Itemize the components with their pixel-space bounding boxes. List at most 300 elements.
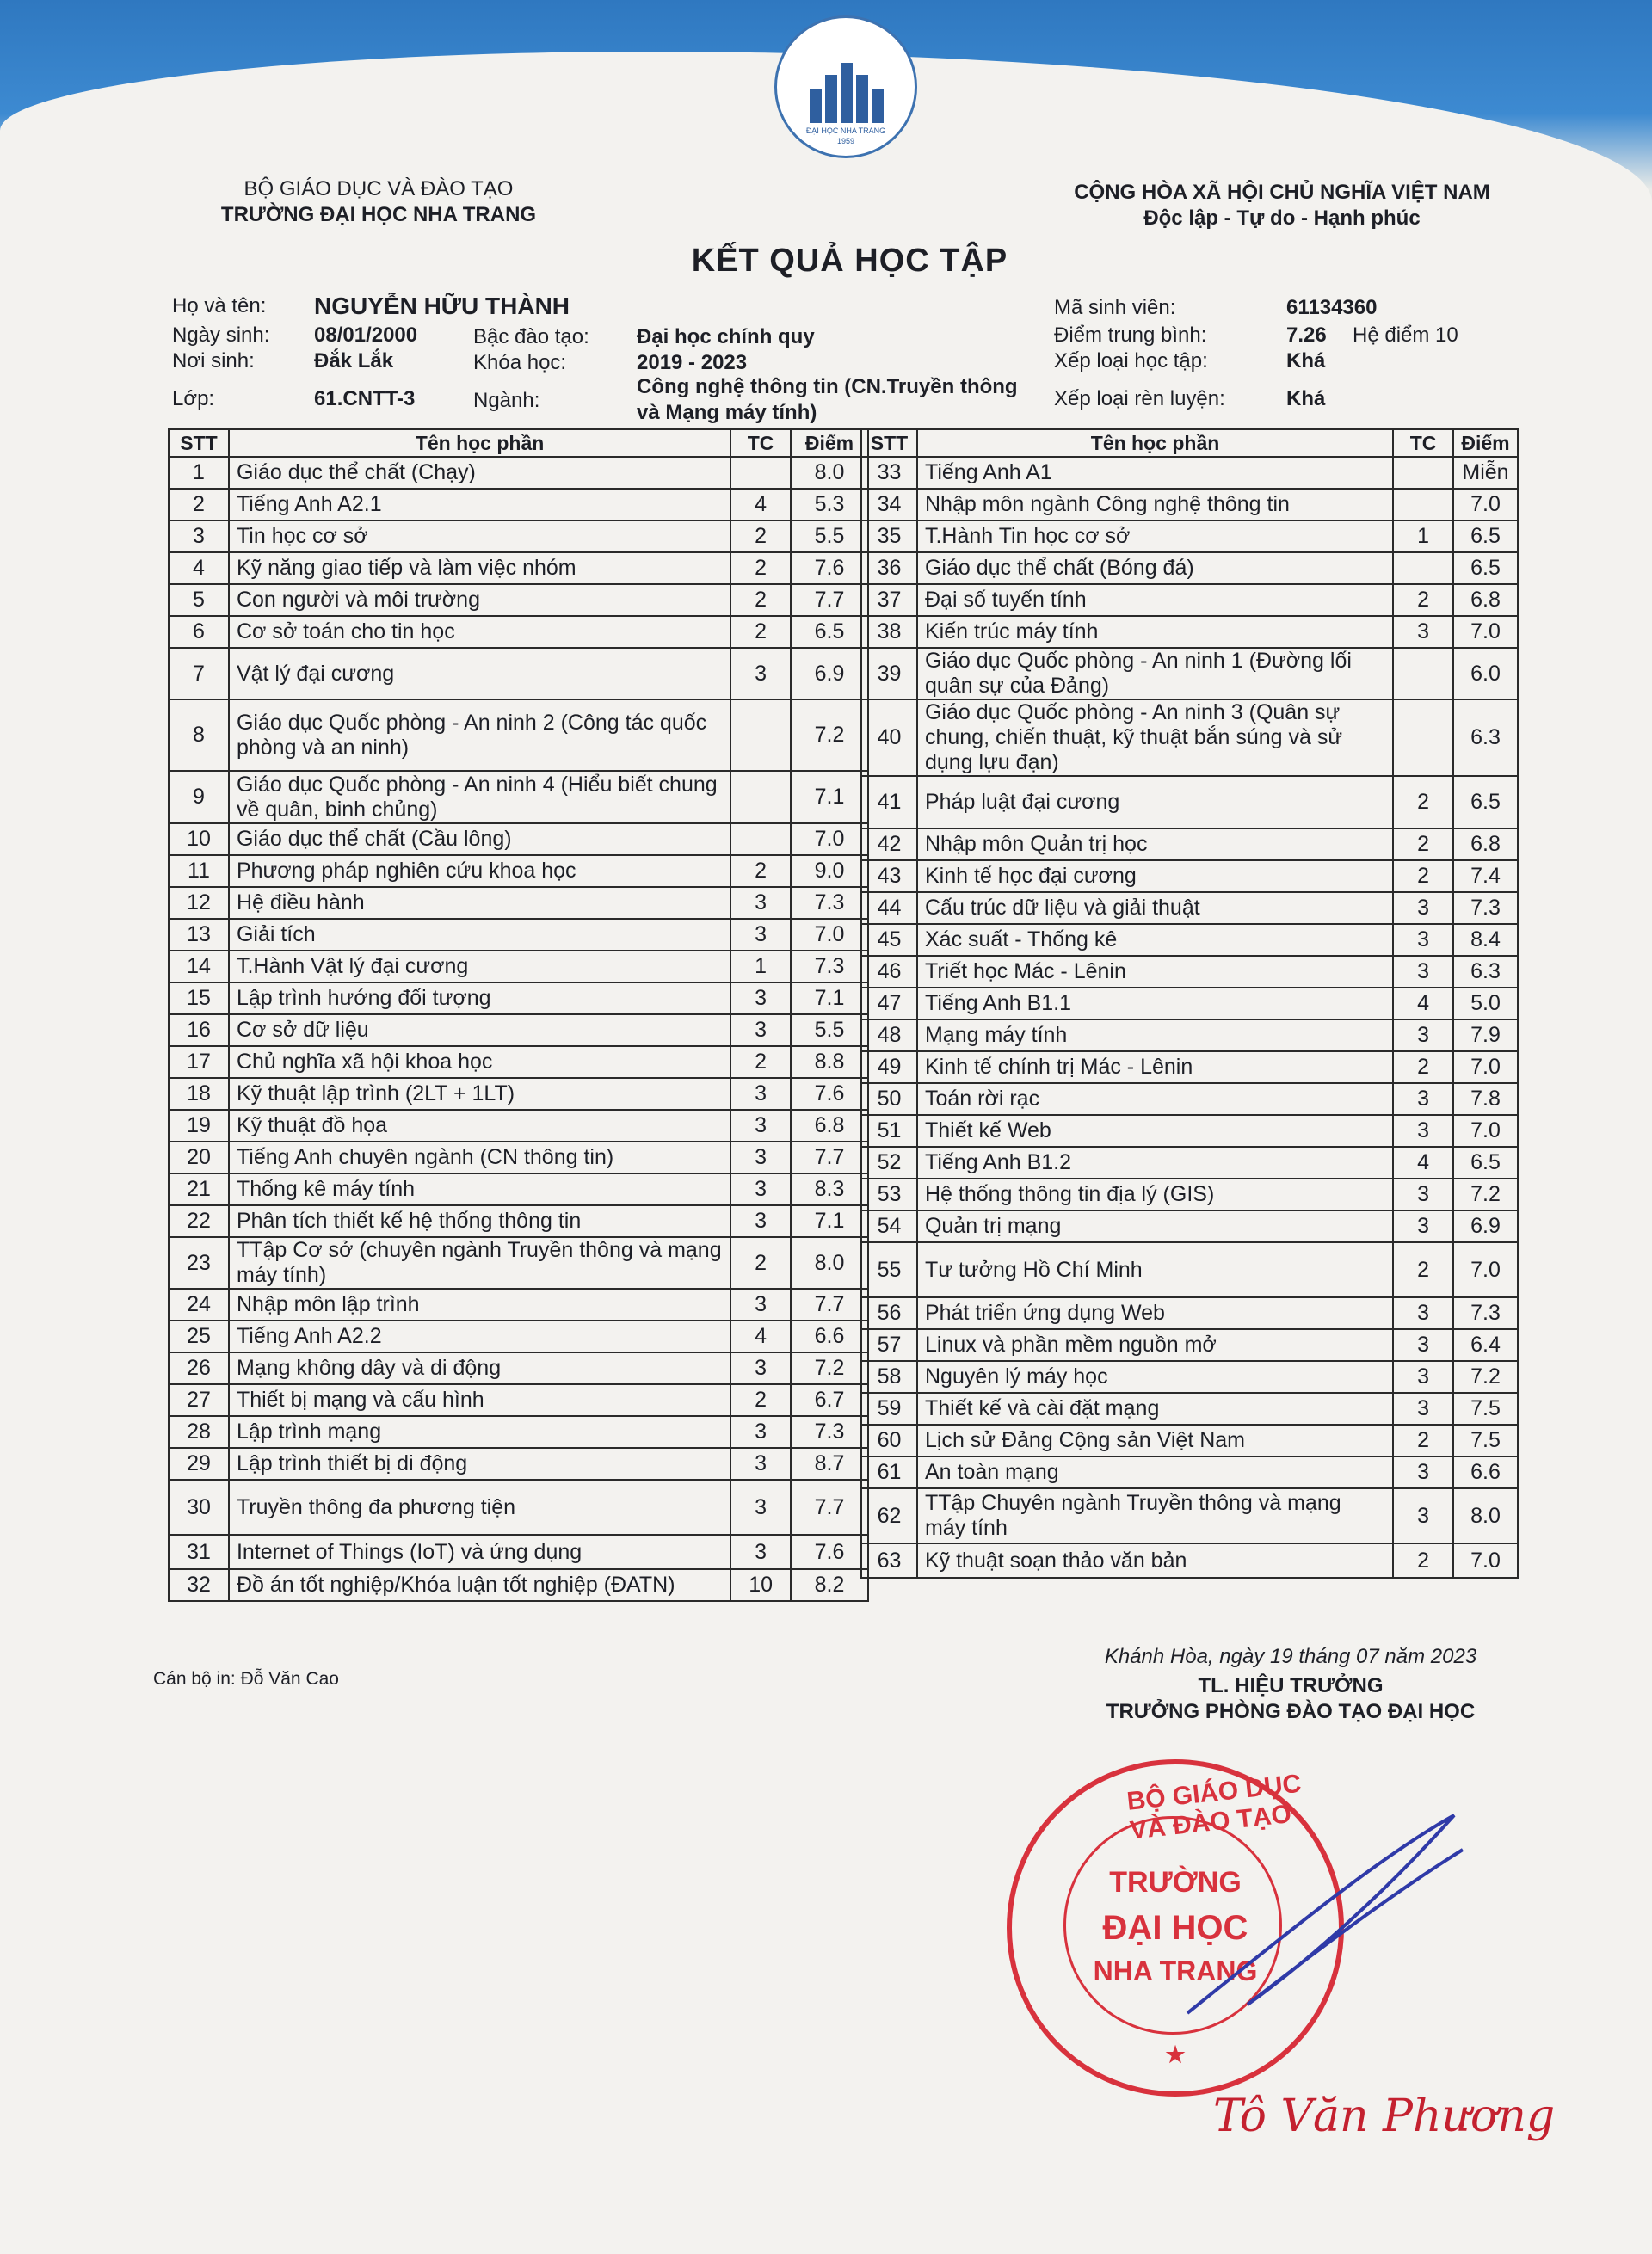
table-row bbox=[169, 699, 868, 771]
seal-line-2: ĐẠI HỌC bbox=[1102, 1909, 1248, 1947]
column-header-course: Tên học phần bbox=[229, 429, 730, 457]
score: 7.7 bbox=[791, 1480, 868, 1535]
course-name: Quản trị mạng bbox=[917, 1210, 1393, 1242]
course-name: Nhập môn ngành Công nghệ thông tin bbox=[917, 489, 1393, 520]
course-name: Kinh tế chính trị Mác - Lênin bbox=[917, 1051, 1393, 1083]
logo-building bbox=[810, 89, 822, 123]
level-label: Bậc đào tạo: bbox=[473, 325, 589, 348]
grade-scale: Hệ điểm 10 bbox=[1353, 323, 1458, 347]
table-row bbox=[169, 1142, 868, 1173]
score: 7.3 bbox=[1453, 892, 1518, 924]
score: 9.0 bbox=[791, 855, 868, 887]
credits: 3 bbox=[1393, 1179, 1453, 1210]
credits: 2 bbox=[730, 1384, 791, 1416]
row-number: 6 bbox=[169, 616, 229, 648]
signatory-name: Tô Văn Phương bbox=[1213, 2091, 1556, 2142]
course-name: Kỹ thuật soạn thảo văn bản bbox=[917, 1543, 1393, 1578]
row-number: 2 bbox=[169, 489, 229, 520]
row-number: 48 bbox=[861, 1019, 917, 1051]
row-number: 4 bbox=[169, 552, 229, 584]
course-name: Tiếng Anh B1.2 bbox=[917, 1147, 1393, 1179]
pob-label: Nơi sinh: bbox=[172, 349, 255, 373]
course-name: Đồ án tốt nghiệp/Khóa luận tốt nghiệp (ĐATN) bbox=[229, 1569, 730, 1601]
credits: 3 bbox=[730, 1110, 791, 1142]
table-row bbox=[169, 771, 868, 823]
row-number: 43 bbox=[861, 860, 917, 892]
row-number: 34 bbox=[861, 489, 917, 520]
table-row bbox=[861, 828, 1518, 860]
row-number: 54 bbox=[861, 1210, 917, 1242]
conduct-rank-value: Khá bbox=[1286, 387, 1326, 410]
gpa-label: Điểm trung bình: bbox=[1054, 323, 1207, 347]
course-name: TTập Cơ sở (chuyên ngành Truyền thông và mạng máy tính) bbox=[229, 1237, 730, 1289]
table-row bbox=[169, 489, 868, 520]
table-row bbox=[861, 584, 1518, 616]
table-row bbox=[169, 1289, 868, 1321]
credits: 2 bbox=[1393, 776, 1453, 828]
course-name: Lập trình mạng bbox=[229, 1416, 730, 1448]
column-header-course: Tên học phần bbox=[917, 429, 1393, 457]
course-name: T.Hành Tin học cơ sở bbox=[917, 520, 1393, 552]
credits: 3 bbox=[730, 982, 791, 1014]
row-number: 40 bbox=[861, 699, 917, 776]
credits bbox=[1393, 699, 1453, 776]
table-row bbox=[861, 1115, 1518, 1147]
score: 6.5 bbox=[1453, 552, 1518, 584]
table-row bbox=[861, 1210, 1518, 1242]
row-number: 14 bbox=[169, 951, 229, 982]
row-number: 18 bbox=[169, 1078, 229, 1110]
score: 7.0 bbox=[1453, 1051, 1518, 1083]
table-row bbox=[861, 988, 1518, 1019]
course-name: Hệ điều hành bbox=[229, 887, 730, 919]
credits: 2 bbox=[1393, 1543, 1453, 1578]
conduct-rank-label: Xếp loại rèn luyện: bbox=[1054, 387, 1225, 410]
score: 6.8 bbox=[1453, 828, 1518, 860]
place-date: Khánh Hòa, ngày 19 tháng 07 năm 2023 bbox=[1104, 1645, 1477, 1668]
score: 6.9 bbox=[1453, 1210, 1518, 1242]
credits: 4 bbox=[1393, 1147, 1453, 1179]
row-number: 1 bbox=[169, 457, 229, 489]
table-row bbox=[861, 1147, 1518, 1179]
credits: 3 bbox=[1393, 1083, 1453, 1115]
course-name: Kỹ thuật đồ họa bbox=[229, 1110, 730, 1142]
score: 7.6 bbox=[791, 552, 868, 584]
table-row bbox=[169, 584, 868, 616]
student-id-label: Mã sinh viên: bbox=[1054, 296, 1176, 319]
score: 6.5 bbox=[1453, 520, 1518, 552]
row-number: 33 bbox=[861, 457, 917, 489]
score: 6.7 bbox=[791, 1384, 868, 1416]
credits: 3 bbox=[1393, 1115, 1453, 1147]
table-row bbox=[861, 1179, 1518, 1210]
table-row bbox=[169, 457, 868, 489]
table-row bbox=[861, 1051, 1518, 1083]
credits: 3 bbox=[1393, 1361, 1453, 1393]
course-name: Linux và phần mềm nguồn mở bbox=[917, 1329, 1393, 1361]
score: 8.3 bbox=[791, 1173, 868, 1205]
table-row bbox=[169, 887, 868, 919]
row-number: 13 bbox=[169, 919, 229, 951]
column-header-stt: STT bbox=[861, 429, 917, 457]
logo-building bbox=[872, 89, 884, 123]
credits: 3 bbox=[1393, 892, 1453, 924]
student-name: NGUYỄN HỮU THÀNH bbox=[314, 293, 570, 319]
row-number: 21 bbox=[169, 1173, 229, 1205]
course-name: Giáo dục thể chất (Chạy) bbox=[229, 457, 730, 489]
credits: 3 bbox=[730, 1352, 791, 1384]
course-label: Khóa học: bbox=[473, 351, 567, 374]
course-name: Giáo dục Quốc phòng - An ninh 2 (Công tác quốc phòng và an ninh) bbox=[229, 699, 730, 771]
row-number: 45 bbox=[861, 924, 917, 956]
course-name: Phát triển ứng dụng Web bbox=[917, 1297, 1393, 1329]
course-name: Giáo dục Quốc phòng - An ninh 1 (Đường lối quân sự của Đảng) bbox=[917, 648, 1393, 699]
score: 6.4 bbox=[1453, 1329, 1518, 1361]
score: 5.0 bbox=[1453, 988, 1518, 1019]
course-value: 2019 - 2023 bbox=[637, 351, 748, 374]
table-row bbox=[861, 1242, 1518, 1297]
credits: 2 bbox=[730, 584, 791, 616]
row-number: 20 bbox=[169, 1142, 229, 1173]
table-row bbox=[169, 1384, 868, 1416]
score: 8.7 bbox=[791, 1448, 868, 1480]
table-row bbox=[169, 1173, 868, 1205]
class-value: 61.CNTT-3 bbox=[314, 387, 416, 410]
credits: 3 bbox=[1393, 1297, 1453, 1329]
credits: 3 bbox=[730, 1289, 791, 1321]
table-row bbox=[169, 648, 868, 699]
row-number: 52 bbox=[861, 1147, 917, 1179]
score: 5.3 bbox=[791, 489, 868, 520]
row-number: 60 bbox=[861, 1425, 917, 1456]
grades-table-right bbox=[860, 428, 1519, 1579]
table-row bbox=[169, 1480, 868, 1535]
course-name: Tiếng Anh B1.1 bbox=[917, 988, 1393, 1019]
score: 7.0 bbox=[1453, 1543, 1518, 1578]
course-name: Vật lý đại cương bbox=[229, 648, 730, 699]
table-row bbox=[169, 1205, 868, 1237]
credits: 3 bbox=[730, 1014, 791, 1046]
course-name: Giải tích bbox=[229, 919, 730, 951]
score: 6.6 bbox=[791, 1321, 868, 1352]
republic-name: CỘNG HÒA XÃ HỘI CHỦ NGHĨA VIỆT NAM bbox=[1074, 181, 1490, 204]
credits: 3 bbox=[1393, 1488, 1453, 1543]
credits: 4 bbox=[730, 1321, 791, 1352]
grades-table-left bbox=[168, 428, 869, 1602]
credits: 3 bbox=[730, 1535, 791, 1569]
credits: 2 bbox=[1393, 828, 1453, 860]
row-number: 7 bbox=[169, 648, 229, 699]
credits: 2 bbox=[1393, 1051, 1453, 1083]
score: 6.3 bbox=[1453, 699, 1518, 776]
score: 7.1 bbox=[791, 771, 868, 823]
course-name: Internet of Things (IoT) và ứng dụng bbox=[229, 1535, 730, 1569]
course-name: Tiếng Anh A2.1 bbox=[229, 489, 730, 520]
course-name: Tiếng Anh A1 bbox=[917, 457, 1393, 489]
course-name: An toàn mạng bbox=[917, 1456, 1393, 1488]
dob-label: Ngày sinh: bbox=[172, 323, 270, 347]
score: 7.8 bbox=[1453, 1083, 1518, 1115]
seal-ring-text: BỘ GIÁO DỤC VÀ ĐÀO TẠO bbox=[1125, 1769, 1303, 1845]
score: 7.7 bbox=[791, 1142, 868, 1173]
logo-year: 1959 bbox=[836, 137, 855, 145]
table-row bbox=[861, 616, 1518, 648]
credits: 3 bbox=[1393, 1329, 1453, 1361]
table-row bbox=[169, 1321, 868, 1352]
score: 7.5 bbox=[1453, 1425, 1518, 1456]
score: 7.9 bbox=[1453, 1019, 1518, 1051]
table-row bbox=[169, 616, 868, 648]
ministry-name: BỘ GIÁO DỤC VÀ ĐÀO TẠO bbox=[243, 177, 514, 200]
course-name: Lịch sử Đảng Cộng sản Việt Nam bbox=[917, 1425, 1393, 1456]
credits bbox=[730, 823, 791, 855]
table-row bbox=[861, 552, 1518, 584]
row-number: 23 bbox=[169, 1237, 229, 1289]
table-row bbox=[861, 520, 1518, 552]
row-number: 35 bbox=[861, 520, 917, 552]
score: 7.3 bbox=[791, 951, 868, 982]
table-row bbox=[169, 1014, 868, 1046]
credits: 2 bbox=[730, 855, 791, 887]
score: 8.0 bbox=[791, 1237, 868, 1289]
credits: 2 bbox=[730, 1237, 791, 1289]
row-number: 32 bbox=[169, 1569, 229, 1601]
logo-building bbox=[856, 75, 868, 123]
row-number: 57 bbox=[861, 1329, 917, 1361]
credits: 2 bbox=[1393, 860, 1453, 892]
row-number: 55 bbox=[861, 1242, 917, 1297]
course-name: Tư tưởng Hồ Chí Minh bbox=[917, 1242, 1393, 1297]
course-name: Kỹ năng giao tiếp và làm việc nhóm bbox=[229, 552, 730, 584]
table-row bbox=[861, 1543, 1518, 1578]
credits: 3 bbox=[730, 887, 791, 919]
score: 7.1 bbox=[791, 1205, 868, 1237]
academic-rank-label: Xếp loại học tập: bbox=[1054, 349, 1208, 373]
table-row bbox=[861, 1393, 1518, 1425]
pob-value: Đắk Lắk bbox=[314, 349, 394, 373]
credits: 2 bbox=[730, 616, 791, 648]
logo-building bbox=[825, 75, 837, 123]
course-name: Kỹ thuật lập trình (2LT + 1LT) bbox=[229, 1078, 730, 1110]
credits: 3 bbox=[1393, 924, 1453, 956]
score: 7.2 bbox=[791, 699, 868, 771]
table-row bbox=[861, 776, 1518, 828]
score: 7.6 bbox=[791, 1535, 868, 1569]
row-number: 47 bbox=[861, 988, 917, 1019]
credits: 2 bbox=[730, 520, 791, 552]
table-row bbox=[861, 924, 1518, 956]
credits: 3 bbox=[1393, 1456, 1453, 1488]
score: 7.0 bbox=[1453, 616, 1518, 648]
course-name: Toán rời rạc bbox=[917, 1083, 1393, 1115]
table-row bbox=[861, 457, 1518, 489]
score: 6.0 bbox=[1453, 648, 1518, 699]
document-title: KẾT QUẢ HỌC TẬP bbox=[691, 243, 1008, 279]
row-number: 3 bbox=[169, 520, 229, 552]
seal-line-1: TRƯỜNG bbox=[1109, 1866, 1242, 1899]
course-name: Nhập môn Quản trị học bbox=[917, 828, 1393, 860]
score: 7.4 bbox=[1453, 860, 1518, 892]
course-name: Đại số tuyến tính bbox=[917, 584, 1393, 616]
course-name: Nhập môn lập trình bbox=[229, 1289, 730, 1321]
score: 7.3 bbox=[791, 1416, 868, 1448]
row-number: 41 bbox=[861, 776, 917, 828]
row-number: 51 bbox=[861, 1115, 917, 1147]
credits: 3 bbox=[730, 1448, 791, 1480]
row-number: 42 bbox=[861, 828, 917, 860]
course-name: Pháp luật đại cương bbox=[917, 776, 1393, 828]
row-number: 8 bbox=[169, 699, 229, 771]
university-name: TRƯỜNG ĐẠI HỌC NHA TRANG bbox=[220, 203, 537, 226]
signature-scribble bbox=[1170, 1789, 1480, 2048]
row-number: 29 bbox=[169, 1448, 229, 1480]
course-name: Kinh tế học đại cương bbox=[917, 860, 1393, 892]
logo-building bbox=[841, 63, 853, 123]
course-name: Truyền thông đa phương tiện bbox=[229, 1480, 730, 1535]
table-row bbox=[861, 1329, 1518, 1361]
table-row bbox=[861, 956, 1518, 988]
course-name: Cơ sở toán cho tin học bbox=[229, 616, 730, 648]
score: 6.9 bbox=[791, 648, 868, 699]
credits: 3 bbox=[730, 648, 791, 699]
course-name: Mạng máy tính bbox=[917, 1019, 1393, 1051]
table-row bbox=[169, 855, 868, 887]
score: 8.8 bbox=[791, 1046, 868, 1078]
course-name: Tiếng Anh A2.2 bbox=[229, 1321, 730, 1352]
course-name: Hệ thống thông tin địa lý (GIS) bbox=[917, 1179, 1393, 1210]
logo-text: ĐẠI HỌC NHA TRANG bbox=[805, 126, 886, 135]
row-number: 30 bbox=[169, 1480, 229, 1535]
academic-rank-value: Khá bbox=[1286, 349, 1326, 373]
score: 7.0 bbox=[791, 919, 868, 951]
credits: 2 bbox=[1393, 1242, 1453, 1297]
score: 7.0 bbox=[1453, 489, 1518, 520]
row-number: 11 bbox=[169, 855, 229, 887]
signer-title-2: TRƯỞNG PHÒNG ĐÀO TẠO ĐẠI HỌC bbox=[1106, 1700, 1476, 1723]
score: 7.7 bbox=[791, 584, 868, 616]
course-name: Thiết kế và cài đặt mạng bbox=[917, 1393, 1393, 1425]
table-row bbox=[861, 1297, 1518, 1329]
printed-by: Cán bộ in: Đỗ Văn Cao bbox=[153, 1669, 339, 1689]
table-row bbox=[169, 1078, 868, 1110]
column-header-stt: STT bbox=[169, 429, 229, 457]
table-row bbox=[169, 1237, 868, 1289]
table-row bbox=[861, 1083, 1518, 1115]
row-number: 22 bbox=[169, 1205, 229, 1237]
table-row bbox=[861, 1488, 1518, 1543]
credits: 3 bbox=[730, 1416, 791, 1448]
column-header-credits: TC bbox=[1393, 429, 1453, 457]
row-number: 61 bbox=[861, 1456, 917, 1488]
score: 6.5 bbox=[1453, 1147, 1518, 1179]
table-row bbox=[169, 552, 868, 584]
course-name: Lập trình thiết bị di động bbox=[229, 1448, 730, 1480]
score: 5.5 bbox=[791, 1014, 868, 1046]
row-number: 36 bbox=[861, 552, 917, 584]
table-row bbox=[169, 1569, 868, 1601]
credits: 3 bbox=[1393, 1210, 1453, 1242]
table-row bbox=[169, 823, 868, 855]
motto: Độc lập - Tự do - Hạnh phúc bbox=[1143, 206, 1421, 230]
course-name: Giáo dục Quốc phòng - An ninh 3 (Quân sự chung, chiến thuật, kỹ thuật bắn súng và sử dụng lựu đạn) bbox=[917, 699, 1393, 776]
course-name: Cấu trúc dữ liệu và giải thuật bbox=[917, 892, 1393, 924]
course-name: Chủ nghĩa xã hội khoa học bbox=[229, 1046, 730, 1078]
credits: 2 bbox=[730, 552, 791, 584]
credits: 2 bbox=[1393, 584, 1453, 616]
course-name: Tin học cơ sở bbox=[229, 520, 730, 552]
table-row bbox=[169, 951, 868, 982]
signer-title-1: TL. HIỆU TRƯỞNG bbox=[1198, 1674, 1384, 1697]
score: 6.5 bbox=[791, 616, 868, 648]
row-number: 50 bbox=[861, 1083, 917, 1115]
score: 7.0 bbox=[1453, 1242, 1518, 1297]
row-number: 25 bbox=[169, 1321, 229, 1352]
row-number: 19 bbox=[169, 1110, 229, 1142]
credits bbox=[1393, 648, 1453, 699]
major-value-line2: và Mạng máy tính) bbox=[637, 401, 817, 424]
column-header-score: Điểm bbox=[1453, 429, 1518, 457]
course-name: Xác suất - Thống kê bbox=[917, 924, 1393, 956]
score: 8.2 bbox=[791, 1569, 868, 1601]
course-name: Thiết kế Web bbox=[917, 1115, 1393, 1147]
score: 7.1 bbox=[791, 982, 868, 1014]
course-name: Tiếng Anh chuyên ngành (CN thông tin) bbox=[229, 1142, 730, 1173]
credits: 3 bbox=[1393, 1019, 1453, 1051]
course-name: Thiết bị mạng và cấu hình bbox=[229, 1384, 730, 1416]
course-name: Lập trình hướng đối tượng bbox=[229, 982, 730, 1014]
row-number: 38 bbox=[861, 616, 917, 648]
table-row bbox=[861, 699, 1518, 776]
score: 7.0 bbox=[1453, 1115, 1518, 1147]
table-row bbox=[169, 1416, 868, 1448]
score: 7.2 bbox=[1453, 1361, 1518, 1393]
credits: 3 bbox=[730, 1205, 791, 1237]
score: 6.3 bbox=[1453, 956, 1518, 988]
student-id-value: 61134360 bbox=[1286, 296, 1378, 319]
class-label: Lớp: bbox=[172, 387, 215, 410]
column-header-score: Điểm bbox=[791, 429, 868, 457]
credits: 3 bbox=[1393, 1393, 1453, 1425]
course-name: Triết học Mác - Lênin bbox=[917, 956, 1393, 988]
gpa-value: 7.26 bbox=[1286, 323, 1327, 347]
table-row bbox=[861, 892, 1518, 924]
table-row bbox=[861, 489, 1518, 520]
row-number: 27 bbox=[169, 1384, 229, 1416]
table-row bbox=[861, 1456, 1518, 1488]
score: 8.0 bbox=[791, 457, 868, 489]
course-name: Thống kê máy tính bbox=[229, 1173, 730, 1205]
course-name: Giáo dục thể chất (Cầu lông) bbox=[229, 823, 730, 855]
credits: 2 bbox=[730, 1046, 791, 1078]
row-number: 49 bbox=[861, 1051, 917, 1083]
score: 6.6 bbox=[1453, 1456, 1518, 1488]
seal-star-icon: ★ bbox=[1165, 2042, 1186, 2067]
row-number: 26 bbox=[169, 1352, 229, 1384]
row-number: 9 bbox=[169, 771, 229, 823]
table-row bbox=[169, 1046, 868, 1078]
credits: 3 bbox=[730, 1480, 791, 1535]
credits bbox=[730, 771, 791, 823]
credits: 4 bbox=[1393, 988, 1453, 1019]
row-number: 39 bbox=[861, 648, 917, 699]
course-name: Nguyên lý máy học bbox=[917, 1361, 1393, 1393]
table-row bbox=[861, 1019, 1518, 1051]
score: 7.0 bbox=[791, 823, 868, 855]
score: 7.3 bbox=[791, 887, 868, 919]
credits: 3 bbox=[730, 1078, 791, 1110]
credits: 3 bbox=[730, 1173, 791, 1205]
row-number: 5 bbox=[169, 584, 229, 616]
